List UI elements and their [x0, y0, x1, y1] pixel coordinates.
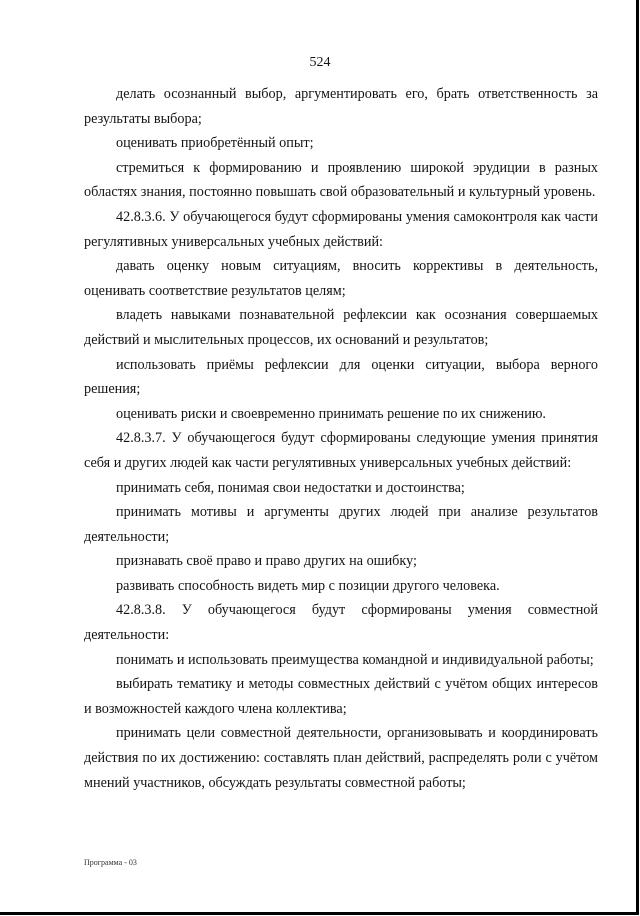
paragraph: давать оценку новым ситуациям, вносить коррективы в деятельность, оценивать соответствие результатов целям; [84, 258, 598, 299]
paragraph: 42.8.3.8. У обучающегося будут сформированы умения совместной деятельности: [84, 602, 598, 644]
paragraph: принимать цели совместной деятельности, организовывать и координировать действия по их достижению: составлять план действий, распределять роли с учётом мнений участников, обсуждать результаты совместной работы; [84, 725, 598, 791]
paragraph: 42.8.3.7. У обучающегося будут сформированы следующие умения принятия себя и других людей как части регулятивных универсальных учебных действий: [84, 430, 598, 471]
paragraph: стремиться к формированию и проявлению широкой эрудиции в разных областях знания, постоянно повышать свой образовательный и культурный уровень. [84, 159, 598, 201]
paragraph: 42.8.3.6. У обучающегося будут сформированы умения самоконтроля как части регулятивных универсальных учебных действий: [84, 208, 598, 250]
paragraph: оценивать риски и своевременно принимать решение по их снижению. [116, 405, 546, 422]
document-body [84, 82, 598, 795]
paragraph: признавать своё право и право других на ошибку; [116, 553, 417, 570]
paragraph: развивать способность видеть мир с позиции другого человека. [116, 577, 500, 594]
paragraph: делать осознанный выбор, аргументировать его, брать ответственность за результаты выбора; [84, 86, 598, 127]
paragraph: принимать мотивы и аргументы других людей при анализе результатов деятельности; [84, 504, 598, 545]
paragraph: оценивать приобретённый опыт; [116, 135, 314, 152]
paragraph: принимать себя, понимая свои недостатки и достоинства; [116, 479, 465, 496]
footer-note: Программа - 03 [84, 858, 137, 867]
page-number: 524 [309, 55, 331, 70]
paragraph: использовать приёмы рефлексии для оценки ситуации, выбора верного решения; [84, 356, 598, 398]
paragraph: понимать и использовать преимущества командной и индивидуальной работы; [116, 651, 594, 668]
paragraph: выбирать тематику и методы совместных действий с учётом общих интересов и возможностей каждого члена коллектива; [84, 676, 598, 717]
paragraph: владеть навыками познавательной рефлексии как осознания совершаемых действий и мыслительных процессов, их оснований и результатов; [84, 307, 598, 348]
